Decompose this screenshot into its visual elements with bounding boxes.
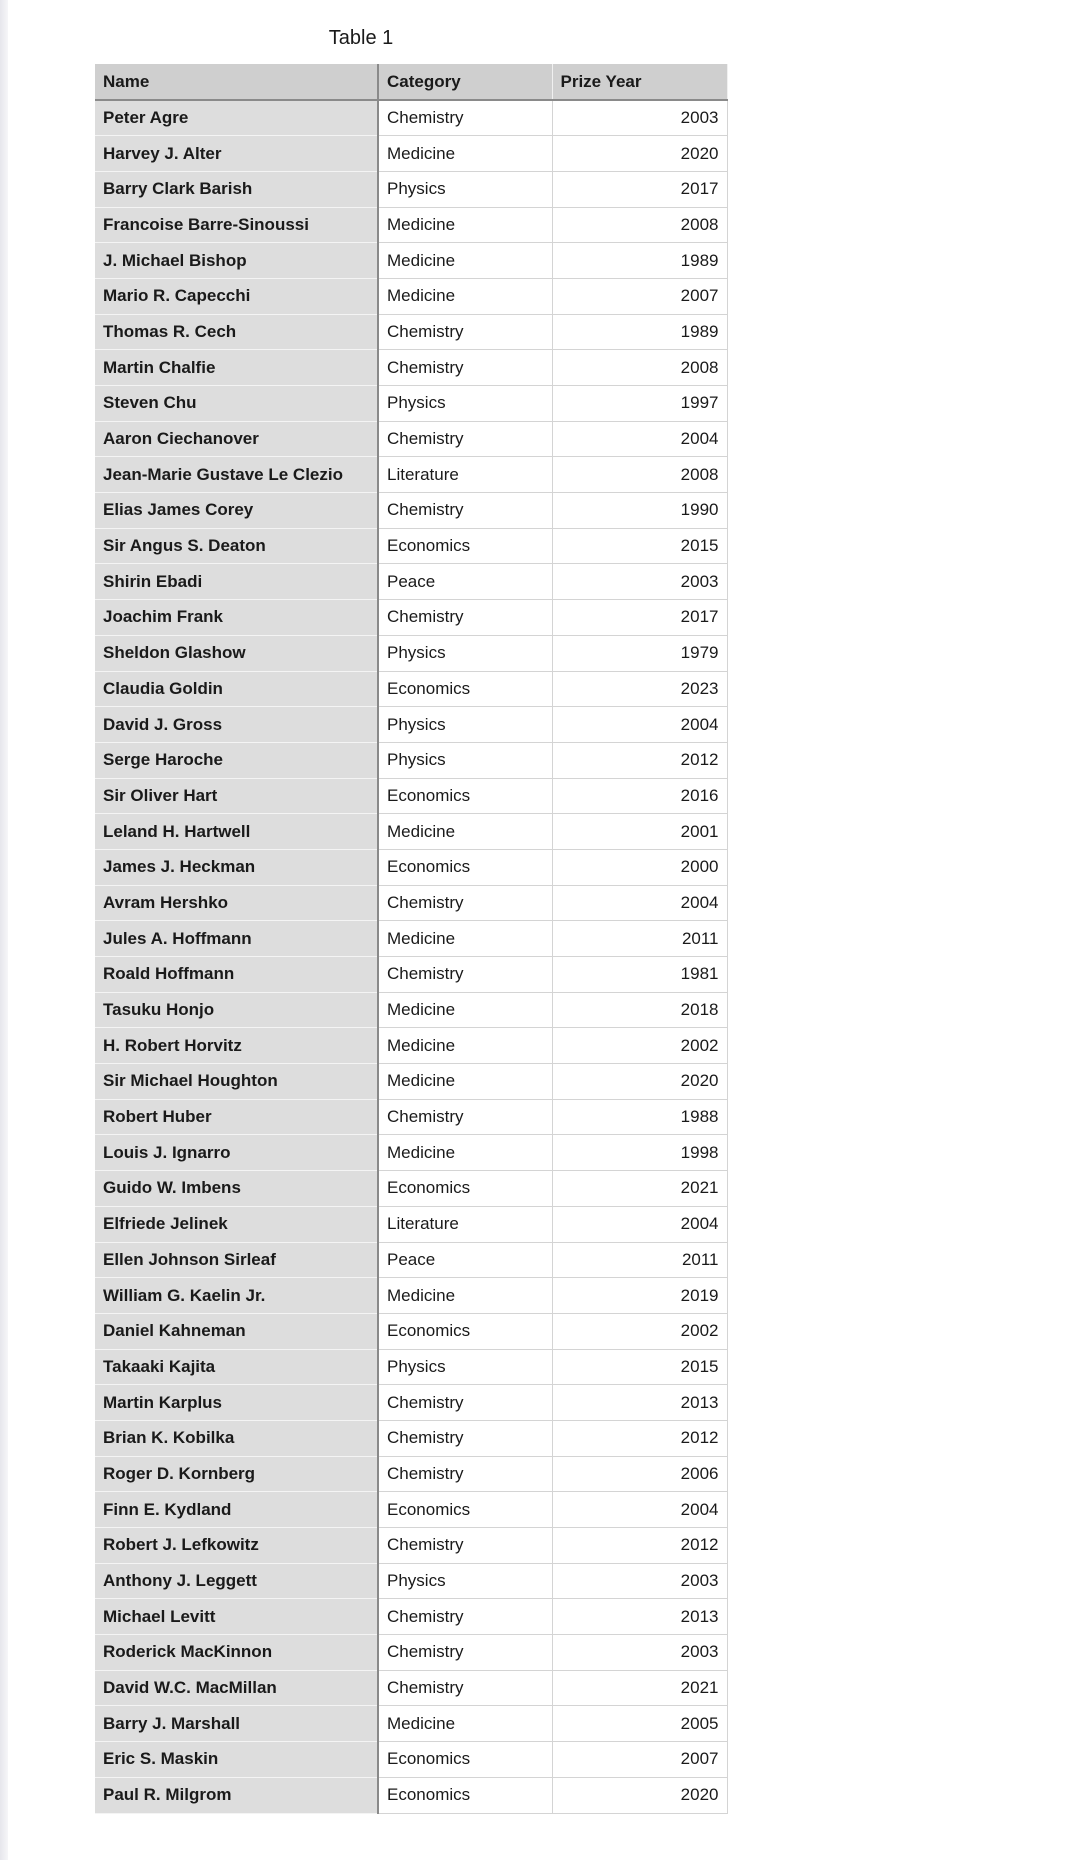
prize-year-cell[interactable]: 2007 <box>552 278 727 314</box>
category-cell[interactable]: Economics <box>378 849 552 885</box>
table-row <box>95 1313 727 1349</box>
prize-year-cell[interactable]: 2003 <box>552 100 727 136</box>
prize-year-cell[interactable]: 2020 <box>552 136 727 172</box>
name-cell[interactable]: James J. Heckman <box>95 849 378 885</box>
table-row <box>95 350 727 386</box>
table-row <box>95 1028 727 1064</box>
category-cell[interactable]: Medicine <box>378 207 552 243</box>
prize-year-cell[interactable]: 2020 <box>552 1777 727 1813</box>
category-cell[interactable]: Economics <box>378 1171 552 1207</box>
table-row <box>95 314 727 350</box>
name-cell[interactable]: Barry J. Marshall <box>95 1706 378 1742</box>
category-cell[interactable]: Medicine <box>378 1028 552 1064</box>
name-cell[interactable]: Martin Chalfie <box>95 350 378 386</box>
table-row <box>95 136 727 172</box>
name-cell[interactable]: Robert J. Lefkowitz <box>95 1528 378 1564</box>
category-cell[interactable]: Chemistry <box>378 1456 552 1492</box>
table-row <box>95 1706 727 1742</box>
name-cell[interactable]: Finn E. Kydland <box>95 1492 378 1528</box>
category-cell[interactable]: Physics <box>378 386 552 422</box>
category-cell[interactable]: Chemistry <box>378 350 552 386</box>
category-cell[interactable]: Medicine <box>378 814 552 850</box>
table-row <box>95 1563 727 1599</box>
name-cell[interactable]: David J. Gross <box>95 707 378 743</box>
table-row <box>95 1670 727 1706</box>
prize-year-cell[interactable]: 2021 <box>552 1171 727 1207</box>
table-row <box>95 1242 727 1278</box>
name-cell[interactable]: Daniel Kahneman <box>95 1313 378 1349</box>
category-cell[interactable]: Physics <box>378 742 552 778</box>
prize-year-cell[interactable]: 2017 <box>552 171 727 207</box>
category-cell[interactable]: Economics <box>378 1742 552 1778</box>
table-row <box>95 457 727 493</box>
prize-year-cell[interactable]: 2001 <box>552 814 727 850</box>
table-row <box>95 1528 727 1564</box>
category-cell[interactable]: Physics <box>378 1349 552 1385</box>
table-row <box>95 1171 727 1207</box>
name-cell[interactable]: Eric S. Maskin <box>95 1742 378 1778</box>
name-cell[interactable]: Guido W. Imbens <box>95 1171 378 1207</box>
table-title: Table 1 <box>328 27 394 49</box>
prize-year-cell[interactable]: 1990 <box>552 493 727 529</box>
table-row <box>95 1099 727 1135</box>
name-cell[interactable]: Thomas R. Cech <box>95 314 378 350</box>
prize-year-cell[interactable]: 2004 <box>552 421 727 457</box>
prize-year-cell[interactable]: 2000 <box>552 849 727 885</box>
name-cell[interactable]: Brian K. Kobilka <box>95 1420 378 1456</box>
name-cell[interactable]: Michael Levitt <box>95 1599 378 1635</box>
name-cell[interactable]: Anthony J. Leggett <box>95 1563 378 1599</box>
prize-year-cell[interactable]: 2003 <box>552 1563 727 1599</box>
prize-year-cell[interactable]: 1998 <box>552 1135 727 1171</box>
prize-year-cell[interactable]: 2008 <box>552 207 727 243</box>
category-cell[interactable]: Chemistry <box>378 100 552 136</box>
table-row <box>95 1278 727 1314</box>
category-cell[interactable]: Economics <box>378 1777 552 1813</box>
category-cell[interactable]: Chemistry <box>378 1670 552 1706</box>
table-row <box>95 1492 727 1528</box>
name-cell[interactable]: Steven Chu <box>95 386 378 422</box>
data-table <box>95 64 728 1814</box>
name-cell[interactable]: Claudia Goldin <box>95 671 378 707</box>
prize-year-cell[interactable]: 2004 <box>552 1492 727 1528</box>
category-cell[interactable]: Chemistry <box>378 600 552 636</box>
prize-year-cell[interactable]: 1989 <box>552 314 727 350</box>
name-cell[interactable]: Jules A. Hoffmann <box>95 921 378 957</box>
column-header-prize-year[interactable]: Prize Year <box>552 64 727 100</box>
name-cell[interactable]: Francoise Barre-Sinoussi <box>95 207 378 243</box>
prize-year-cell[interactable]: 2012 <box>552 1528 727 1564</box>
category-cell[interactable]: Medicine <box>378 1706 552 1742</box>
table-row <box>95 243 727 279</box>
prize-year-cell[interactable]: 2013 <box>552 1599 727 1635</box>
category-cell[interactable]: Medicine <box>378 1278 552 1314</box>
table-row <box>95 278 727 314</box>
prize-year-cell[interactable]: 2019 <box>552 1278 727 1314</box>
category-cell[interactable]: Chemistry <box>378 1099 552 1135</box>
table-row <box>95 528 727 564</box>
prize-year-cell[interactable]: 1989 <box>552 243 727 279</box>
name-cell[interactable]: Avram Hershko <box>95 885 378 921</box>
category-cell[interactable]: Economics <box>378 671 552 707</box>
table-row <box>95 957 727 993</box>
category-cell[interactable]: Chemistry <box>378 1420 552 1456</box>
prize-year-cell[interactable]: 2007 <box>552 1742 727 1778</box>
name-cell[interactable]: Leland H. Hartwell <box>95 814 378 850</box>
name-cell[interactable]: Aaron Ciechanover <box>95 421 378 457</box>
category-cell[interactable]: Medicine <box>378 921 552 957</box>
category-cell[interactable]: Economics <box>378 1492 552 1528</box>
table-row <box>95 1777 727 1813</box>
name-cell[interactable]: Robert Huber <box>95 1099 378 1135</box>
prize-year-cell[interactable]: 2015 <box>552 528 727 564</box>
name-cell[interactable]: Sir Angus S. Deaton <box>95 528 378 564</box>
category-cell[interactable]: Physics <box>378 635 552 671</box>
prize-year-cell[interactable]: 2008 <box>552 350 727 386</box>
name-cell[interactable]: Shirin Ebadi <box>95 564 378 600</box>
name-cell[interactable]: Ellen Johnson Sirleaf <box>95 1242 378 1278</box>
category-cell[interactable]: Chemistry <box>378 1385 552 1421</box>
table-row <box>95 742 727 778</box>
prize-year-cell[interactable]: 2017 <box>552 600 727 636</box>
name-cell[interactable]: Sheldon Glashow <box>95 635 378 671</box>
name-cell[interactable]: J. Michael Bishop <box>95 243 378 279</box>
prize-year-cell[interactable]: 2013 <box>552 1385 727 1421</box>
table-row <box>95 1135 727 1171</box>
table-row <box>95 885 727 921</box>
table-row <box>95 100 727 136</box>
table-row <box>95 849 727 885</box>
table-body <box>95 100 727 1813</box>
category-cell[interactable]: Peace <box>378 1242 552 1278</box>
category-cell[interactable]: Medicine <box>378 278 552 314</box>
table-row <box>95 1420 727 1456</box>
prize-year-cell[interactable]: 2011 <box>552 921 727 957</box>
category-cell[interactable]: Medicine <box>378 992 552 1028</box>
prize-year-cell[interactable]: 2012 <box>552 1420 727 1456</box>
category-cell[interactable]: Chemistry <box>378 1635 552 1671</box>
category-cell[interactable]: Peace <box>378 564 552 600</box>
table-row <box>95 1635 727 1671</box>
name-cell[interactable]: Sir Oliver Hart <box>95 778 378 814</box>
category-cell[interactable]: Medicine <box>378 243 552 279</box>
name-cell[interactable]: Harvey J. Alter <box>95 136 378 172</box>
prize-year-cell[interactable]: 2002 <box>552 1028 727 1064</box>
name-cell[interactable]: Mario R. Capecchi <box>95 278 378 314</box>
table-row <box>95 171 727 207</box>
table-row <box>95 992 727 1028</box>
category-cell[interactable]: Chemistry <box>378 1599 552 1635</box>
category-cell[interactable]: Chemistry <box>378 493 552 529</box>
name-cell[interactable]: Tasuku Honjo <box>95 992 378 1028</box>
name-cell[interactable]: William G. Kaelin Jr. <box>95 1278 378 1314</box>
name-cell[interactable]: David W.C. MacMillan <box>95 1670 378 1706</box>
prize-year-cell[interactable]: 2004 <box>552 885 727 921</box>
table-row <box>95 600 727 636</box>
prize-year-cell[interactable]: 2023 <box>552 671 727 707</box>
prize-year-cell[interactable]: 1979 <box>552 635 727 671</box>
name-cell[interactable]: Sir Michael Houghton <box>95 1064 378 1100</box>
category-cell[interactable]: Medicine <box>378 1064 552 1100</box>
prize-year-cell[interactable]: 2011 <box>552 1242 727 1278</box>
prize-year-cell[interactable]: 2021 <box>552 1670 727 1706</box>
name-cell[interactable]: Elias James Corey <box>95 493 378 529</box>
column-header-name[interactable]: Name <box>95 64 378 100</box>
name-cell[interactable]: Elfriede Jelinek <box>95 1206 378 1242</box>
table-row <box>95 1599 727 1635</box>
category-cell[interactable]: Chemistry <box>378 314 552 350</box>
prize-year-cell[interactable]: 2006 <box>552 1456 727 1492</box>
category-cell[interactable]: Literature <box>378 1206 552 1242</box>
header-row <box>95 64 727 100</box>
table-row <box>95 814 727 850</box>
category-cell[interactable]: Literature <box>378 457 552 493</box>
prize-year-cell[interactable]: 2002 <box>552 1313 727 1349</box>
table-row <box>95 671 727 707</box>
name-cell[interactable]: Louis J. Ignarro <box>95 1135 378 1171</box>
table-row <box>95 207 727 243</box>
category-cell[interactable]: Physics <box>378 1563 552 1599</box>
table-row <box>95 421 727 457</box>
category-cell[interactable]: Medicine <box>378 136 552 172</box>
name-cell[interactable]: Paul R. Milgrom <box>95 1777 378 1813</box>
table-row <box>95 1349 727 1385</box>
table-row <box>95 707 727 743</box>
category-cell[interactable]: Medicine <box>378 1135 552 1171</box>
prize-year-cell[interactable]: 2008 <box>552 457 727 493</box>
name-cell[interactable]: Roald Hoffmann <box>95 957 378 993</box>
table-row <box>95 386 727 422</box>
prize-year-cell[interactable]: 2003 <box>552 564 727 600</box>
table-row <box>95 1456 727 1492</box>
name-cell[interactable]: Joachim Frank <box>95 600 378 636</box>
name-cell[interactable]: Martin Karplus <box>95 1385 378 1421</box>
table-row <box>95 1206 727 1242</box>
table-row <box>95 493 727 529</box>
prize-year-cell[interactable]: 2003 <box>552 1635 727 1671</box>
table-row <box>95 778 727 814</box>
prize-year-cell[interactable]: 1981 <box>552 957 727 993</box>
prize-year-cell[interactable]: 2020 <box>552 1064 727 1100</box>
category-cell[interactable]: Physics <box>378 707 552 743</box>
category-cell[interactable]: Economics <box>378 1313 552 1349</box>
table-row <box>95 1742 727 1778</box>
column-header-category[interactable]: Category <box>378 64 552 100</box>
table-row <box>95 1385 727 1421</box>
prize-year-cell[interactable]: 2004 <box>552 1206 727 1242</box>
prize-year-cell[interactable]: 2018 <box>552 992 727 1028</box>
category-cell[interactable]: Physics <box>378 171 552 207</box>
name-cell[interactable]: Roderick MacKinnon <box>95 1635 378 1671</box>
name-cell[interactable]: Roger D. Kornberg <box>95 1456 378 1492</box>
name-cell[interactable]: Serge Haroche <box>95 742 378 778</box>
prize-year-cell[interactable]: 1997 <box>552 386 727 422</box>
table-row <box>95 921 727 957</box>
prize-year-cell[interactable]: 2016 <box>552 778 727 814</box>
category-cell[interactable]: Chemistry <box>378 1528 552 1564</box>
name-cell[interactable]: Takaaki Kajita <box>95 1349 378 1385</box>
category-cell[interactable]: Economics <box>378 528 552 564</box>
name-cell[interactable]: Peter Agre <box>95 100 378 136</box>
table-row <box>95 564 727 600</box>
name-cell[interactable]: Barry Clark Barish <box>95 171 378 207</box>
category-cell[interactable]: Chemistry <box>378 957 552 993</box>
prize-year-cell[interactable]: 2004 <box>552 707 727 743</box>
table-row <box>95 635 727 671</box>
name-cell[interactable]: H. Robert Horvitz <box>95 1028 378 1064</box>
prize-year-cell[interactable]: 2005 <box>552 1706 727 1742</box>
category-cell[interactable]: Chemistry <box>378 885 552 921</box>
prize-year-cell[interactable]: 2015 <box>552 1349 727 1385</box>
prize-year-cell[interactable]: 1988 <box>552 1099 727 1135</box>
category-cell[interactable]: Chemistry <box>378 421 552 457</box>
left-edge-shadow <box>0 0 8 1860</box>
category-cell[interactable]: Economics <box>378 778 552 814</box>
prize-year-cell[interactable]: 2012 <box>552 742 727 778</box>
name-cell[interactable]: Jean-Marie Gustave Le Clezio <box>95 457 378 493</box>
table-row <box>95 1064 727 1100</box>
